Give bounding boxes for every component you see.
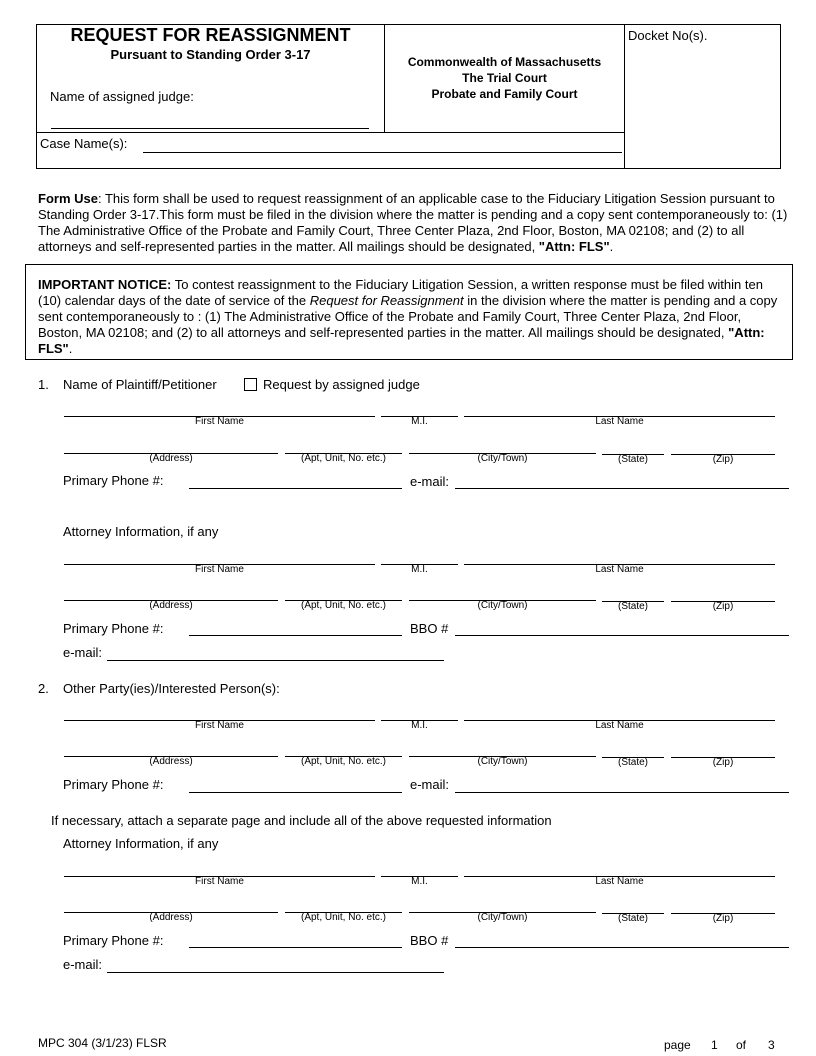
plaintiff-last-name-input[interactable] (464, 402, 775, 417)
section2-number: 2. (38, 681, 49, 696)
attorney1-address-input[interactable] (64, 586, 278, 601)
assigned-judge-label: Name of assigned judge: (50, 89, 194, 104)
attorney1-state-input[interactable] (602, 587, 664, 602)
plaintiff-mi-input[interactable] (381, 402, 458, 417)
notice-end: . (68, 341, 73, 356)
mi-caption: M.I. (411, 876, 428, 887)
mi-caption: M.I. (411, 564, 428, 575)
other-party-email-input[interactable] (455, 778, 789, 793)
notice-italic: Request for Reassignment (309, 293, 464, 308)
last-name-caption: Last Name (595, 876, 644, 887)
section2-title: Other Party(ies)/Interested Person(s): (63, 681, 280, 696)
attorney1-apt-input[interactable] (285, 586, 402, 601)
attorney2-last-name-input[interactable] (464, 862, 775, 877)
attorney1-email-input[interactable] (107, 646, 444, 661)
address-caption: (Address) (149, 453, 193, 464)
other-party-zip-input[interactable] (671, 743, 775, 758)
court-commonwealth: Commonwealth of Massachusetts (407, 55, 602, 69)
form-subtitle: Pursuant to Standing Order 3-17 (110, 47, 311, 62)
bbo-label: BBO # (410, 621, 449, 636)
other-party-first-name-input[interactable] (64, 706, 375, 721)
case-name-input[interactable] (143, 138, 622, 153)
court-probate-family: Probate and Family Court (431, 87, 578, 101)
address-caption: (Address) (149, 600, 193, 611)
plaintiff-apt-input[interactable] (285, 439, 402, 454)
last-name-caption: Last Name (595, 720, 644, 731)
city-caption: (City/Town) (477, 756, 528, 767)
request-by-judge-checkbox[interactable] (244, 378, 257, 391)
page-word: page (664, 1038, 691, 1052)
plaintiff-state-input[interactable] (602, 440, 664, 455)
court-trial-court: The Trial Court (462, 71, 547, 85)
attorney-info-label: Attorney Information, if any (63, 524, 219, 539)
attorney1-mi-input[interactable] (381, 550, 458, 565)
other-party-apt-input[interactable] (285, 742, 402, 757)
other-party-mi-input[interactable] (381, 706, 458, 721)
primary-phone-label: Primary Phone #: (63, 621, 164, 636)
plaintiff-phone-input[interactable] (189, 474, 402, 489)
request-by-judge-label: Request by assigned judge (263, 377, 420, 392)
attorney2-phone-input[interactable] (189, 933, 402, 948)
assigned-judge-input[interactable] (51, 114, 369, 129)
plaintiff-email-input[interactable] (455, 474, 789, 489)
of-word: of (736, 1038, 747, 1052)
state-caption: (State) (617, 601, 648, 612)
docket-label: Docket No(s). (628, 28, 708, 43)
last-name-caption: Last Name (595, 416, 644, 427)
zip-caption: (Zip) (712, 601, 734, 612)
attorney2-mi-input[interactable] (381, 862, 458, 877)
case-name-label: Case Name(s): (40, 136, 128, 151)
city-caption: (City/Town) (477, 600, 528, 611)
attorney1-last-name-input[interactable] (464, 550, 775, 565)
primary-phone-label: Primary Phone #: (63, 777, 164, 792)
apt-caption: (Apt, Unit, No. etc.) (300, 453, 387, 464)
form-use-end: . (609, 239, 614, 254)
attorney2-state-input[interactable] (602, 899, 664, 914)
email-label: e-mail: (63, 645, 103, 660)
attorney2-email-input[interactable] (107, 958, 444, 973)
apt-caption: (Apt, Unit, No. etc.) (300, 600, 387, 611)
city-caption: (City/Town) (477, 912, 528, 923)
other-party-phone-input[interactable] (189, 778, 402, 793)
mi-caption: M.I. (411, 720, 428, 731)
separate-page-note: If necessary, attach a separate page and include all of the above requested information (51, 813, 552, 828)
attorney2-address-input[interactable] (64, 898, 278, 913)
other-party-address-input[interactable] (64, 742, 278, 757)
mi-caption: M.I. (411, 416, 428, 427)
notice-label: IMPORTANT NOTICE: (38, 277, 172, 292)
plaintiff-first-name-input[interactable] (64, 402, 375, 417)
page-total: 3 (768, 1038, 775, 1052)
form-code: MPC 304 (3/1/23) FLSR (38, 1036, 167, 1050)
form-title: REQUEST FOR REASSIGNMENT (70, 25, 351, 45)
first-name-caption: First Name (195, 720, 244, 731)
primary-phone-label: Primary Phone #: (63, 473, 164, 488)
form-use-paragraph (38, 191, 788, 255)
docket-input[interactable] (630, 48, 774, 62)
attorney2-bbo-input[interactable] (455, 933, 789, 948)
other-party-last-name-input[interactable] (464, 706, 775, 721)
zip-caption: (Zip) (712, 454, 734, 465)
first-name-caption: First Name (195, 416, 244, 427)
attorney-info-label: Attorney Information, if any (63, 836, 219, 851)
other-party-state-input[interactable] (602, 743, 664, 758)
attorney1-phone-input[interactable] (189, 621, 402, 636)
zip-caption: (Zip) (712, 757, 734, 768)
state-caption: (State) (617, 757, 648, 768)
state-caption: (State) (617, 913, 648, 924)
plaintiff-address-input[interactable] (64, 439, 278, 454)
docket-box (624, 24, 781, 169)
notice-attn: "Attn: FLS" (38, 325, 765, 356)
bbo-label: BBO # (410, 933, 449, 948)
notice-text-2: in the division where the matter is pending and a copy sent contemporaneously to : (1) The Administrative Office of the Probate and Family Court, Three Center Plaza, 2nd Floor, Boston, MA 02108; and (2) to all attorneys and self-represented parties in the matter. All mailings should be designated, (38, 293, 778, 340)
first-name-caption: First Name (195, 876, 244, 887)
apt-caption: (Apt, Unit, No. etc.) (300, 912, 387, 923)
section1-number: 1. (38, 377, 49, 392)
zip-caption: (Zip) (712, 913, 734, 924)
form-use-attn: "Attn: FLS" (538, 239, 610, 254)
page-number: 1 (711, 1038, 718, 1052)
last-name-caption: Last Name (595, 564, 644, 575)
attorney2-city-input[interactable] (409, 898, 596, 913)
attorney2-first-name-input[interactable] (64, 862, 375, 877)
email-label: e-mail: (410, 777, 450, 792)
address-caption: (Address) (149, 912, 193, 923)
attorney1-city-input[interactable] (409, 586, 596, 601)
attorney2-zip-input[interactable] (671, 899, 775, 914)
email-label: e-mail: (63, 957, 103, 972)
notice-text-1: To contest reassignment to the Fiduciary Litigation Session, a written response must be filed within ten (10) calendar days of the date of service of the (38, 277, 763, 308)
apt-caption: (Apt, Unit, No. etc.) (300, 756, 387, 767)
plaintiff-city-input[interactable] (409, 439, 596, 454)
form-use-text: : This form shall be used to request reassignment of an applicable case to the Fiduciary Litigation Session pursuant to Standing Order 3-17.This form must be filed in the division where the matter is pending and a copy sent contemporaneously to: (1) The Administrative Office of the Probate and Family Court, Three Center Plaza, 2nd Floor, Boston, MA 02108; and (2) to all attorneys and self-represented parties in the matter. All mailings should be designated, (38, 191, 788, 254)
state-caption: (State) (617, 454, 648, 465)
city-caption: (City/Town) (477, 453, 528, 464)
other-party-city-input[interactable] (409, 742, 596, 757)
address-caption: (Address) (149, 756, 193, 767)
email-label: e-mail: (410, 474, 450, 489)
attorney1-zip-input[interactable] (671, 587, 775, 602)
primary-phone-label: Primary Phone #: (63, 933, 164, 948)
section1-title: Name of Plaintiff/Petitioner (63, 377, 217, 392)
attorney1-bbo-input[interactable] (455, 621, 789, 636)
plaintiff-zip-input[interactable] (671, 440, 775, 455)
attorney1-first-name-input[interactable] (64, 550, 375, 565)
first-name-caption: First Name (195, 564, 244, 575)
form-use-label: Form Use (38, 191, 98, 206)
important-notice-paragraph (38, 277, 788, 357)
attorney2-apt-input[interactable] (285, 898, 402, 913)
